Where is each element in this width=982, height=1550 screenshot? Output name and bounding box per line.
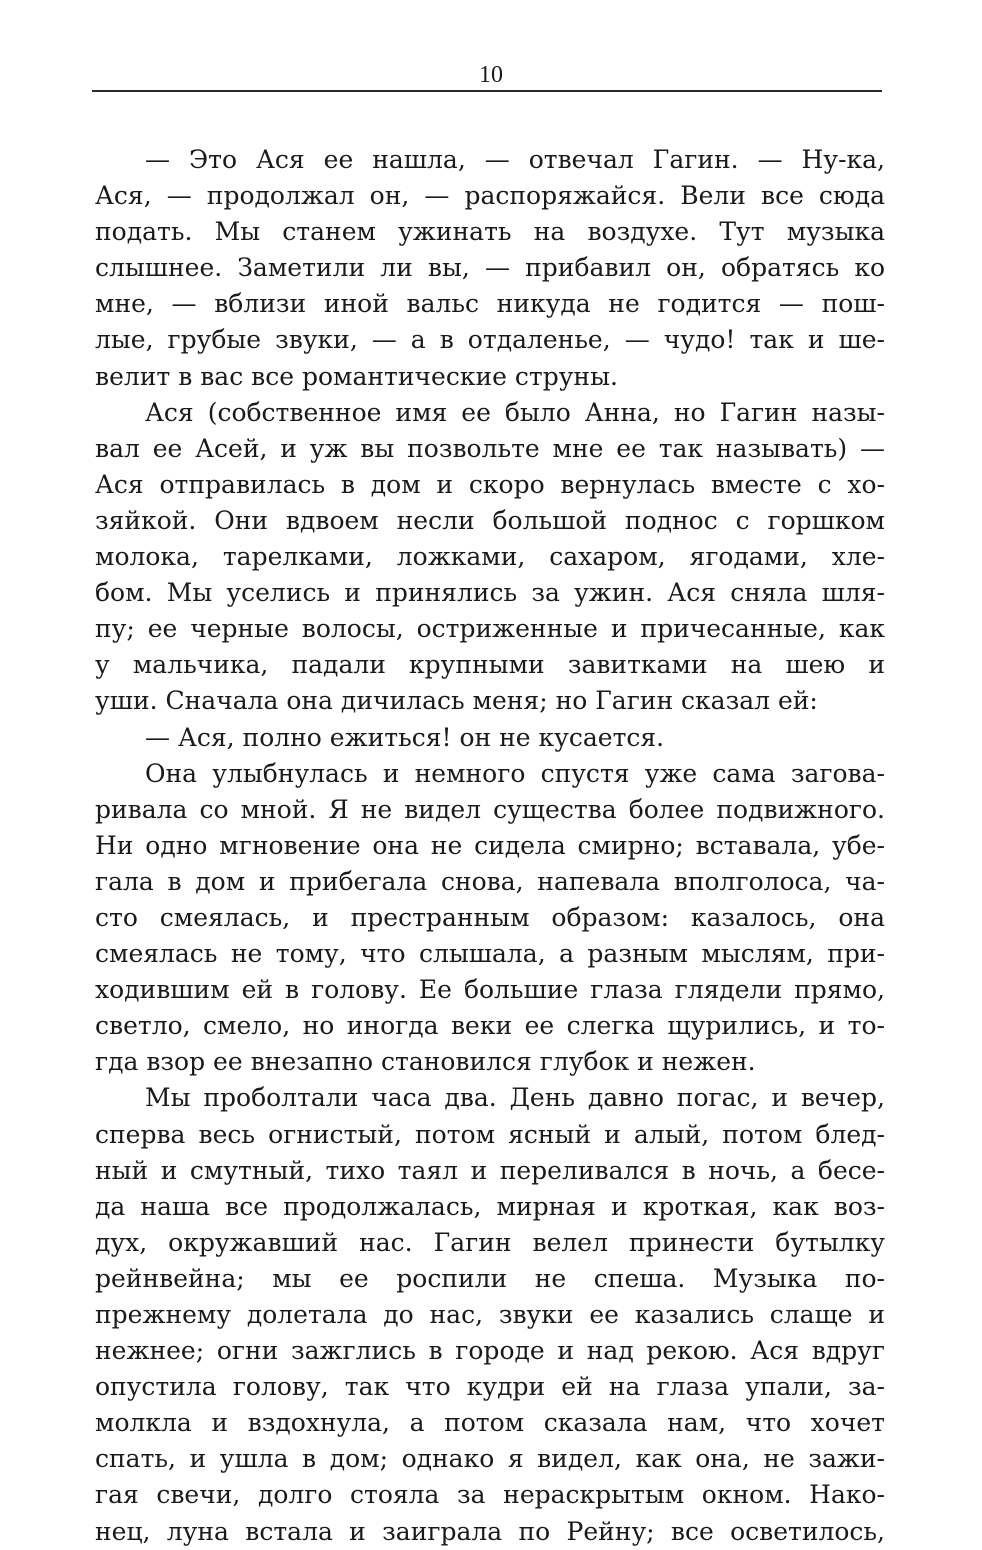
text-line: Мы проболтали часа два. День давно погас, и вечер, (145, 1083, 885, 1113)
text-line: бом. Мы уселись и принялись за ужин. Ася сняла шля- (95, 578, 885, 608)
text-line: ходившим ей в голову. Ее большие глаза глядели прямо, (95, 975, 885, 1005)
text-line: смеялась не тому, что слышала, а разным мыслям, при- (95, 939, 885, 969)
text-line: зяйкой. Они вдвоем несли большой поднос с горшком (95, 505, 885, 535)
text-line: Ася (собственное имя ее было Анна, но Гагин назы- (145, 397, 885, 427)
text-line: гая свечи, долго стояла за нераскрытым окном. Нако- (95, 1480, 885, 1510)
text-line: сперва весь огнистый, потом ясный и алый, потом блед- (95, 1119, 885, 1149)
text-line: мне, — вблизи иной вальс никуда не годится — пош- (95, 289, 885, 319)
text-line: Ася отправилась в дом и скоро вернулась вместе с хо- (95, 469, 885, 499)
text-line: гала в дом и прибегала снова, напевала вполголоса, ча- (95, 866, 885, 896)
text-line: гда взор ее внезапно становился глубок и нежен. (95, 1047, 756, 1077)
text-line: дух, окружавший нас. Гагин велел принести бутылку (95, 1227, 885, 1257)
text-line: — Ася, полно ежиться! он не кусается. (145, 722, 665, 752)
text-line: светло, смело, но иногда веки ее слегка щурились, и то- (95, 1011, 885, 1041)
text-line: нец, луна встала и заиграла по Рейну; все осветилось, (95, 1516, 885, 1546)
text-line: прежнему долетала до нас, звуки ее казались слаще и (95, 1300, 885, 1329)
text-line: — Это Ася ее нашла, — отвечал Гагин. — Ну-ка, (145, 145, 885, 174)
text-line: ривала со мной. Я не видел существа более подвижного. (95, 794, 885, 824)
text-line: сто смеялась, и престранным образом: казалось, она (95, 902, 885, 932)
text-line: рейнвейна; мы ее роспили не спеша. Музыка по- (95, 1263, 885, 1293)
text-line: молкла и вздохнула, а потом сказала нам, что хочет (95, 1408, 885, 1438)
text-line: Ни одно мгновение она не сидела смирно; вставала, убе- (95, 830, 885, 860)
header-rule (92, 90, 882, 92)
text-line: спать, и ушла в дом; однако я видел, как она, не зажи- (95, 1444, 885, 1474)
text-line: вал ее Асей, и уж вы позвольте мне ее так называть) — (95, 433, 885, 463)
text-line: ный и смутный, тихо таял и переливался в ночь, а бесе- (95, 1155, 885, 1185)
text-line: да наша все продолжалась, мирная и кроткая, как воз- (95, 1191, 885, 1221)
text-line: нежнее; огни зажглись в городе и над рекою. Ася вдруг (95, 1336, 885, 1366)
text-line: слышнее. Заметили ли вы, — прибавил он, обратясь ко (95, 253, 885, 283)
text-line: Она улыбнулась и немного спустя уже сама загова- (145, 758, 885, 788)
page-number: 10 (479, 62, 503, 88)
body-text (95, 142, 885, 1550)
text-line: пу; ее черные волосы, остриженные и причесанные, как (95, 614, 885, 644)
text-line: подать. Мы станем ужинать на воздухе. Тут музыка (95, 217, 885, 247)
text-line: молока, тарелками, ложками, сахаром, ягодами, хле- (95, 542, 885, 572)
text-line: Ася, — продолжал он, — распоряжайся. Вели все сюда (95, 181, 885, 211)
text-line: у мальчика, падали крупными завитками на шею и (95, 650, 885, 680)
text-line: велит в вас все романтические струны. (95, 361, 618, 391)
text-line: лые, грубые звуки, — а в отдаленье, — чудо! так и ше- (95, 325, 885, 355)
text-line: уши. Сначала она дичилась меня; но Гагин сказал ей: (95, 686, 818, 716)
text-line: опустила голову, так что кудри ей на глаза упали, за- (95, 1372, 885, 1402)
